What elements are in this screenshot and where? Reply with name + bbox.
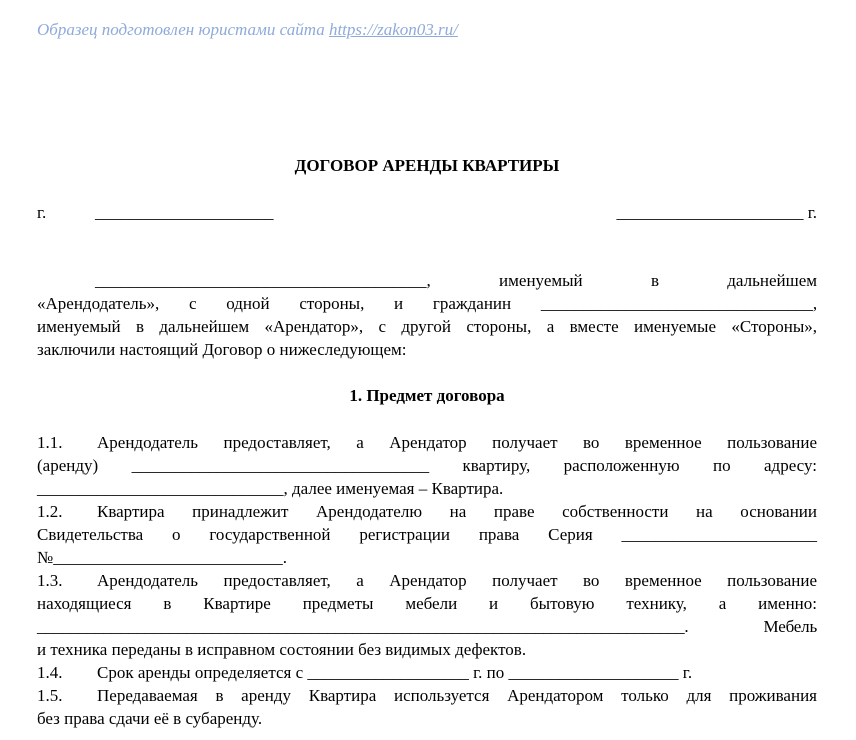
intro-word: и xyxy=(394,294,404,313)
clause-1-4 xyxy=(37,661,817,684)
clause-text: Срок аренды определяется с ___________________ г. по ____________________ г. xyxy=(97,663,693,682)
clause-number: 1.1. xyxy=(37,433,63,452)
clause-text: Арендодатель предоставляет, а Арендатор получает во временное пользование xyxy=(97,571,817,590)
clause-number: 1.2. xyxy=(37,502,63,521)
clause-line: _____________________________, далее именуемая – Квартира. xyxy=(37,479,504,498)
watermark-text: Образец подготовлен юристами сайта xyxy=(37,20,329,39)
intro-word: гражданин xyxy=(432,294,512,313)
city-prefix: г. xyxy=(37,203,47,222)
clause-line xyxy=(37,431,817,454)
intro-line-2 xyxy=(37,292,817,315)
intro-line-1-word: в xyxy=(650,271,659,290)
watermark-link[interactable]: https://zakon03.ru/ xyxy=(328,20,458,39)
intro-line-3: именуемый в дальнейшем «Арендатор», с другой стороны, а вместе именуемые «Стороны», xyxy=(37,317,817,336)
place-date-row xyxy=(37,203,817,225)
clause-1-5 xyxy=(37,684,817,730)
clause-number: 1.3. xyxy=(37,571,63,590)
intro-line-4: заключили настоящий Договор о нижеследующем: xyxy=(37,340,407,359)
intro-word: с xyxy=(189,294,197,313)
clause-1-2 xyxy=(37,500,817,569)
clause-text: Передаваемая в аренду Квартира используется Арендатором только для проживания xyxy=(97,686,817,705)
intro-line-1-word: дальнейшем xyxy=(727,271,817,290)
intro-word: стороны, xyxy=(299,294,365,313)
clause-line: без права сдачи её в субаренду. xyxy=(37,709,263,728)
intro-line-1-blank: _______________________________________, xyxy=(95,271,431,290)
clause-line: и техника переданы в исправном состоянии без видимых дефектов. xyxy=(37,640,527,659)
clause-line: №___________________________. xyxy=(37,548,287,567)
watermark xyxy=(37,20,458,40)
intro-word: одной xyxy=(226,294,270,313)
clause-line: (аренду) ___________________________________ квартиру, расположенную по адресу: xyxy=(37,456,817,475)
clause-number: 1.5. xyxy=(37,686,63,705)
clause-text: Квартира принадлежит Арендодателю на праве собственности на основании xyxy=(97,502,817,521)
clause-text: Арендодатель предоставляет, а Арендатор получает во временное пользование xyxy=(97,433,817,452)
intro-paragraph xyxy=(37,269,817,361)
clause-line xyxy=(37,569,817,592)
clause-line: находящиеся в Квартире предметы мебели и бытовую технику, а именно: xyxy=(37,594,817,613)
clause-1-3 xyxy=(37,569,817,661)
date-blank: ______________________ г. xyxy=(616,203,817,222)
intro-line-1-word: именуемый xyxy=(499,271,583,290)
clause-line xyxy=(37,661,817,684)
clause-line: Свидетельства о государственной регистрации права Серия _______________________ xyxy=(37,525,817,544)
clause-line xyxy=(37,500,817,523)
intro-word: ________________________________, xyxy=(540,294,818,313)
intro-word: «Арендодатель», xyxy=(37,294,160,313)
intro-line-1 xyxy=(37,269,817,292)
clause-number: 1.4. xyxy=(37,663,63,682)
city-blank: _____________________ xyxy=(95,203,274,222)
clause-line: ______________________________________________________________________________. Мебель xyxy=(37,617,817,636)
clause-line xyxy=(37,684,817,707)
document-title: ДОГОВОР АРЕНДЫ КВАРТИРЫ xyxy=(294,156,560,175)
section-title-1: 1. Предмет договора xyxy=(349,386,505,405)
clause-1-1 xyxy=(37,431,817,500)
